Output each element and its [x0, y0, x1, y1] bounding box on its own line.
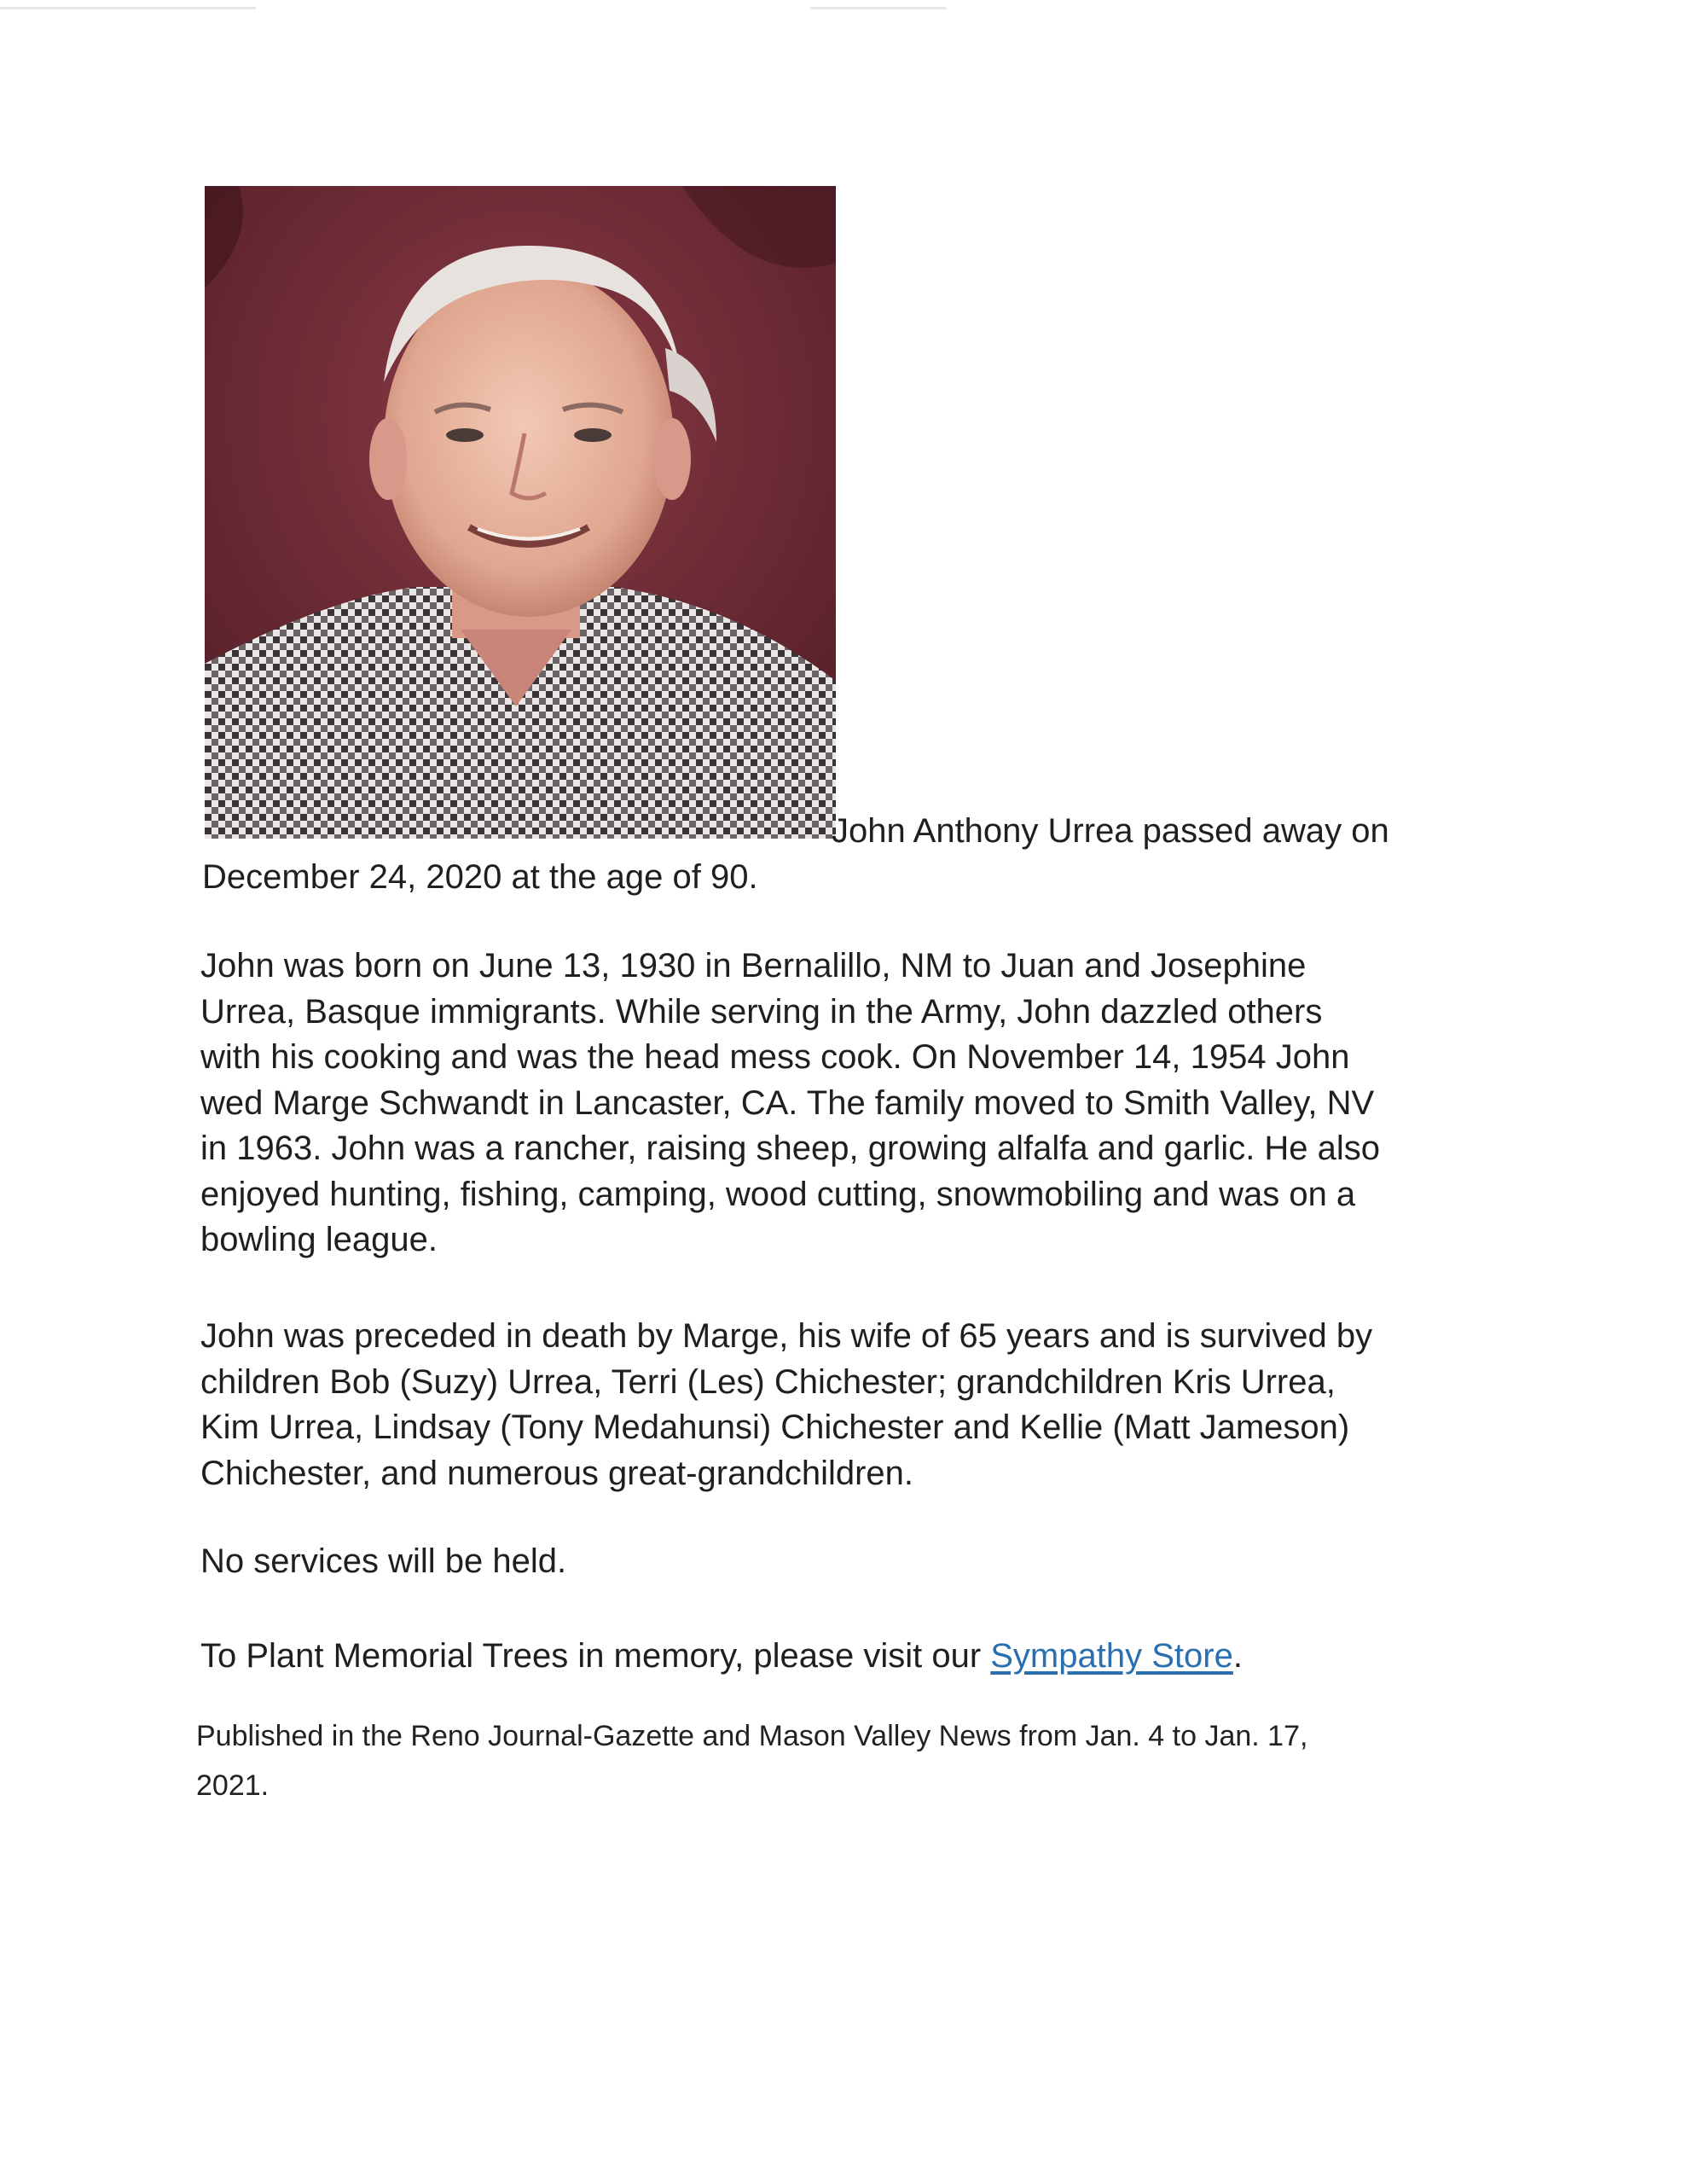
publication-note	[196, 1711, 1307, 1810]
obituary-lead-line: December 24, 2020 at the age of 90.	[202, 858, 758, 896]
paragraph-line: enjoyed hunting, fishing, camping, wood cutting, snowmobiling and was on a	[200, 1175, 1356, 1213]
paragraph-line: children Bob (Suzy) Urrea, Terri (Les) Chichester; grandchildren Kris Urrea,	[200, 1362, 1336, 1401]
obituary-lead-line: John Anthony Urrea passed away on	[832, 812, 1389, 850]
biography-paragraph	[200, 944, 1531, 1263]
services-paragraph	[200, 1539, 1531, 1585]
paragraph-line: Urrea, Basque immigrants. While serving in the Army, John dazzled others	[200, 992, 1323, 1031]
scan-edge-mark	[810, 7, 947, 9]
scan-edge-mark	[0, 7, 256, 9]
paragraph-line: wed Marge Schwandt in Lancaster, CA. The family moved to Smith Valley, NV	[200, 1083, 1375, 1122]
paragraph-line: John was preceded in death by Marge, his wife of 65 years and is survived by	[200, 1317, 1373, 1355]
memorial-line	[200, 1634, 1531, 1680]
paragraph-line: John was born on June 13, 1930 in Bernalillo, NM to Juan and Josephine	[200, 947, 1307, 985]
memorial-suffix: .	[1232, 1637, 1243, 1675]
publication-line: 2021.	[196, 1769, 270, 1802]
portrait-photo	[205, 186, 836, 839]
paragraph-line: Kim Urrea, Lindsay (Tony Medahunsi) Chichester and Kellie (Matt Jameson)	[200, 1409, 1350, 1446]
paragraph-line: No services will be held.	[200, 1542, 567, 1580]
paragraph-line: bowling league.	[200, 1221, 438, 1258]
memorial-paragraph	[200, 1634, 1531, 1680]
publication-line: Published in the Reno Journal-Gazette and Mason Valley News from Jan. 4 to Jan. 17,	[196, 1720, 1308, 1752]
sympathy-store-link[interactable]: Sympathy Store	[990, 1637, 1233, 1675]
paragraph-line: Chichester, and numerous great-grandchildren.	[200, 1454, 914, 1492]
memorial-prefix: To Plant Memorial Trees in memory, please visit our	[200, 1637, 991, 1675]
portrait-illustration	[205, 186, 836, 839]
survivors-paragraph	[200, 1314, 1531, 1496]
paragraph-line: in 1963. John was a rancher, raising sheep, growing alfalfa and garlic. He also	[200, 1130, 1381, 1167]
paragraph-line: with his cooking and was the head mess cook. On November 14, 1954 John	[200, 1038, 1350, 1076]
